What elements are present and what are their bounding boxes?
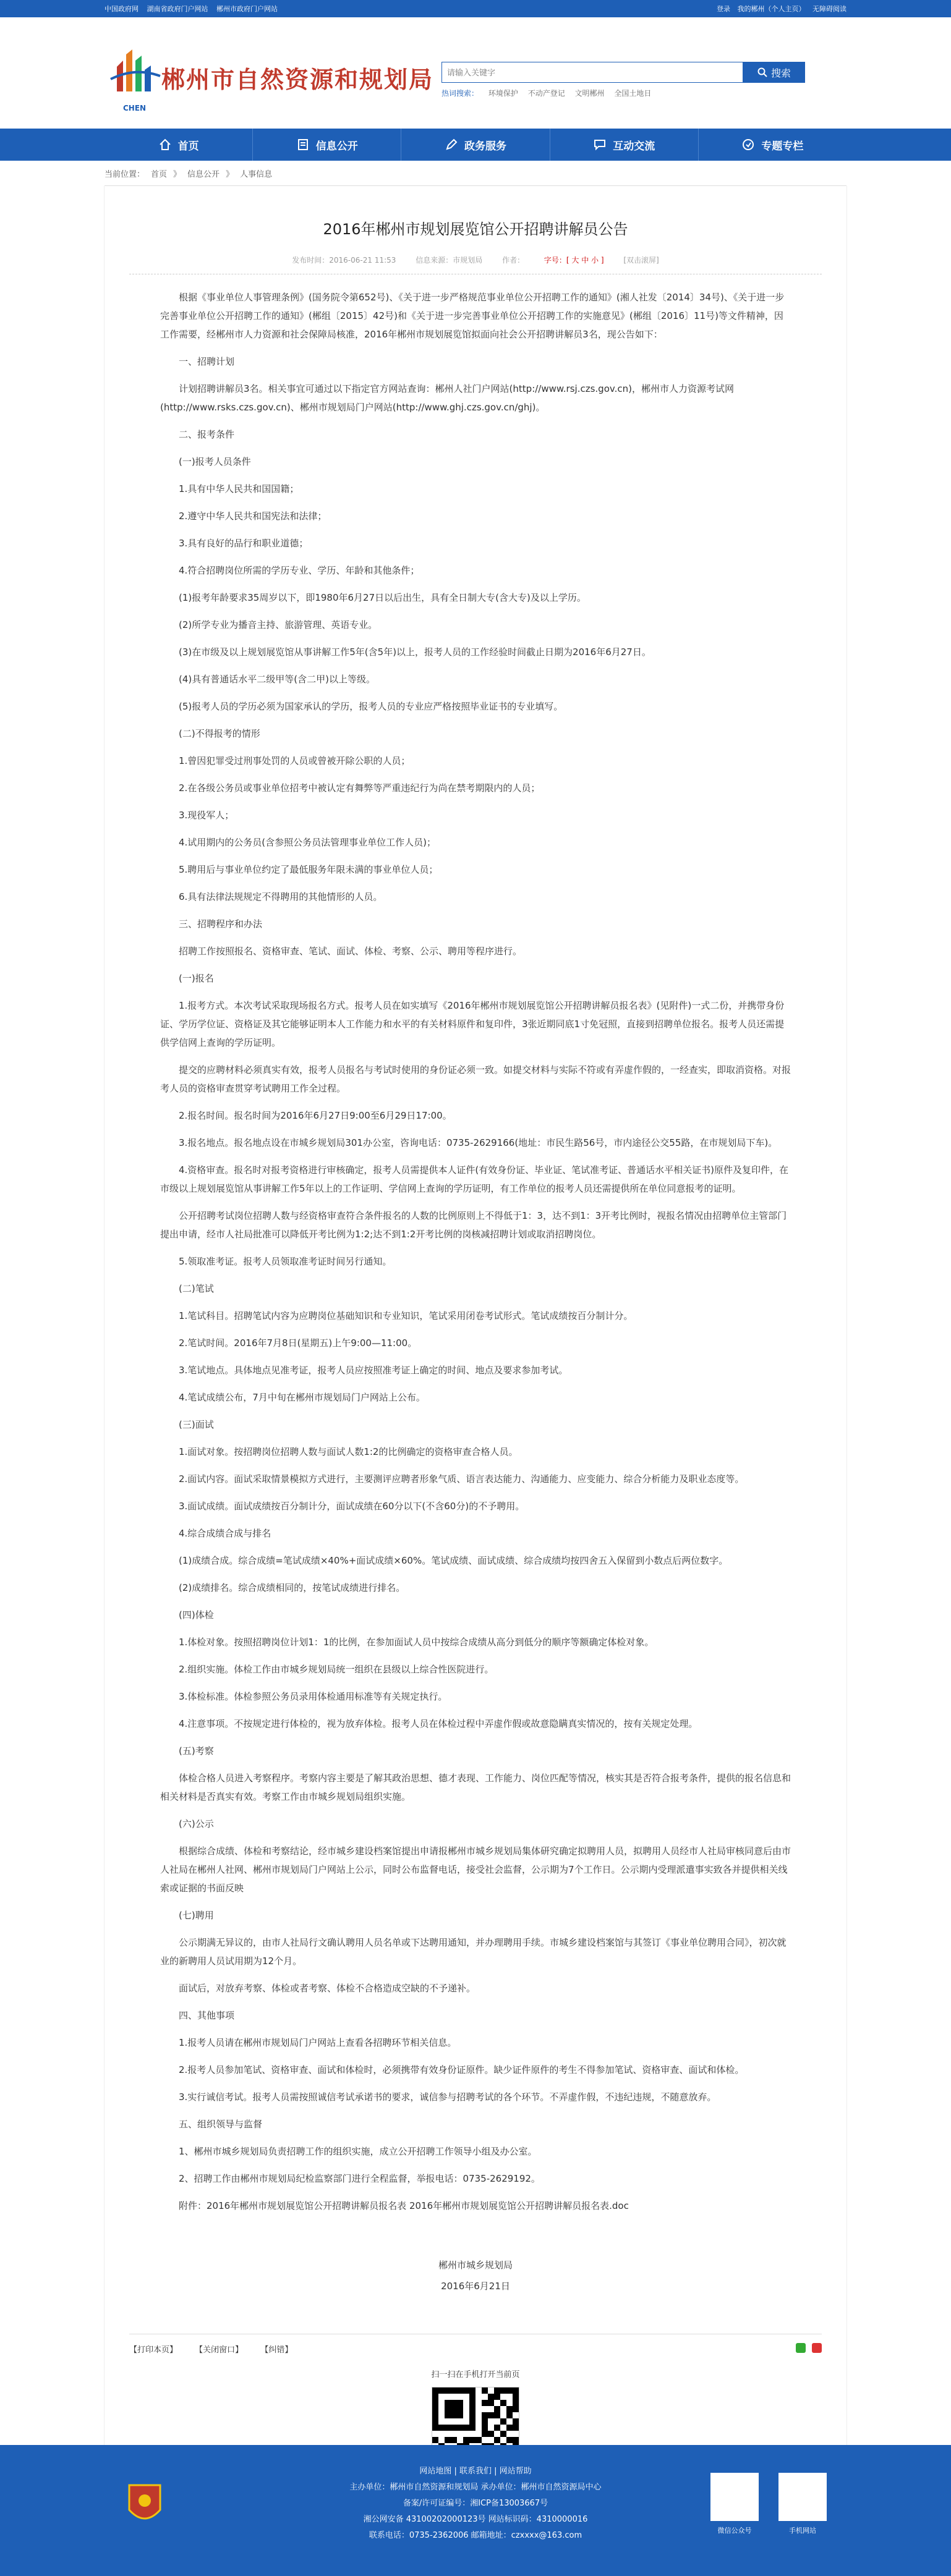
site-title: 郴州市自然资源和规划局 xyxy=(161,66,434,93)
article-paragraph: 1.面试对象。按招聘岗位招聘人数与面试人数1:2的比例确定的资格审查合格人员。 xyxy=(179,1446,518,1457)
weibo-share-icon[interactable] xyxy=(812,2343,822,2353)
article-paragraph: (4)具有普通话水平二级甲等(含二甲)以上等级。 xyxy=(179,674,375,685)
article-paragraph: 招聘工作按照报名、资格审查、笔试、面试、体检、考察、公示、聘用等程序进行。 xyxy=(179,946,522,957)
mobile-qr-caption: 手机网站 xyxy=(789,2527,816,2535)
article-paragraph: 6.具有法律法规规定不得聘用的其他情形的人员。 xyxy=(179,891,383,902)
article-paragraph: 1.笔试科目。招聘笔试内容为应聘岗位基础知识和专业知识，笔试采用闭卷考试形式。笔试成绩按百分制计分。 xyxy=(179,1310,633,1321)
article-paragraph: (二)不得报考的情形 xyxy=(179,728,260,739)
auto-scroll[interactable]: [双击滚屏] xyxy=(623,256,659,265)
breadcrumb-info[interactable]: 信息公开 xyxy=(187,169,220,179)
breadcrumb-personnel[interactable]: 人事信息 xyxy=(240,169,273,179)
article-paragraph: 3.面试成绩。面试成绩按百分制计分，面试成绩在60分以下(不含60分)的不予聘用。 xyxy=(179,1501,525,1512)
article-paragraph: 5.聘用后与事业单位约定了最低服务年限未满的事业单位人员； xyxy=(179,864,438,875)
article-paragraph: 4.注意事项。不按规定进行体检的，视为放弃体检。报考人员在体检过程中弄虚作假或故意隐瞒真实情况的，按有关规定处理。 xyxy=(179,1718,698,1729)
site-logo-icon[interactable] xyxy=(104,42,166,104)
article-paragraph: (5)报考人员的学历必须为国家承认的学历，报考人员的专业应严格按照毕业证书的专业填写。 xyxy=(179,701,563,712)
article-paragraph: 5.领取准考证。报考人员领取准考证时间另行通知。 xyxy=(179,1256,392,1267)
article-paragraph: (二)笔试 xyxy=(179,1283,214,1294)
top-link-gov[interactable]: 中国政府网 xyxy=(104,5,139,13)
nav-label: 首页 xyxy=(177,140,199,153)
article-paragraph: 3.笔试地点。具体地点见准考证，报考人员应按照准考证上确定的时间、地点及要求参加考试。 xyxy=(179,1365,568,1376)
article-paragraph: 3.体检标准。体检参照公务员录用体检通用标准等有关规定执行。 xyxy=(179,1691,448,1702)
article-paragraph: (七)聘用 xyxy=(179,1910,214,1921)
article-paragraph: (三)面试 xyxy=(179,1419,214,1430)
article-paragraph: 三、招聘程序和办法 xyxy=(179,918,263,930)
signature-date: 2016年6月21日 xyxy=(441,2281,510,2292)
article-paragraph: (一)报名 xyxy=(179,973,214,984)
nav-label: 政务服务 xyxy=(464,140,506,153)
article-paragraph: (六)公示 xyxy=(179,1818,214,1829)
article-title: 2016年郴州市规划展览馆公开招聘讲解员公告 xyxy=(323,221,628,238)
qr-caption: 扫一扫在手机打开当前页 xyxy=(431,2370,520,2379)
wechat-qr-icon xyxy=(710,2473,759,2521)
hot-words-label: 热词搜索： xyxy=(441,89,479,98)
search-icon xyxy=(757,67,767,77)
article-paragraph: 根据《事业单位人事管理条例》(国务院令第652号)、《关于进一步严格规范事业单位公开招聘工作的通知》(湘人社发〔2014〕34号)、《关于进一步完善事业单位公开招聘工作的通知》(郴组〔2015〕42号)和《关于进一步完善事业单位公开招聘工作的实施意见》(郴组〔2016〕11号)等文件精神，因工作需要，经郴州市人力资源和社会保障局核准，2016年郴州市规划展览馆拟面向社会公开招聘讲解员3名，现公告如下： xyxy=(160,292,785,340)
close-window-button[interactable]: 【关闭窗口】 xyxy=(195,2345,244,2355)
footer-links[interactable]: 网站地图 | 联系我们 | 网站帮助 xyxy=(419,2467,532,2476)
site-header xyxy=(104,17,847,129)
hot-word[interactable]: 环境保护 xyxy=(488,89,518,98)
article-paragraph: 3.现役军人； xyxy=(179,810,234,821)
edit-icon xyxy=(445,138,458,151)
footer-info xyxy=(339,2464,612,2544)
font-size-control[interactable]: 字号：[ 大 中 小 ] xyxy=(544,256,604,265)
breadcrumb-sep: 》 xyxy=(226,169,234,179)
hot-word[interactable]: 不动产登记 xyxy=(527,89,565,98)
nav-label: 专题专栏 xyxy=(761,140,804,153)
article-paragraph: 一、招聘计划 xyxy=(179,356,235,367)
share-icons xyxy=(796,2343,822,2355)
article-paragraph: 3.具有良好的品行和职业道德； xyxy=(179,538,309,549)
wechat-qr-caption: 微信公众号 xyxy=(717,2527,752,2535)
accessibility-link[interactable]: 无障碍阅读 xyxy=(812,5,847,13)
article-signature xyxy=(104,2236,847,2297)
article-paragraph: 提交的应聘材料必须真实有效，报考人员报名与考试时使用的身份证必须一致。如提交材料与实际不符或有弄虚作假的，一经查实，即取消资格。对报考人员的资格审查贯穿考试聘用工作全过程。 xyxy=(160,1064,791,1094)
footer-contact: 联系电话：0735-2362006 邮箱地址：czxxxx@163.com xyxy=(369,2531,582,2540)
article-paragraph: 4.符合招聘岗位所需的学历专业、学历、年龄和其他条件； xyxy=(179,565,420,576)
article-paragraph: 4.试用期内的公务员(含参照公务员法管理事业单位工作人员)； xyxy=(179,837,437,848)
article-paragraph: 1.具有中华人民共和国国籍； xyxy=(179,483,299,494)
info-source: 信息来源：市规划局 xyxy=(416,256,483,265)
login-link[interactable]: 登录 xyxy=(717,5,730,13)
breadcrumb-sep: 》 xyxy=(173,169,182,179)
top-bar xyxy=(0,0,951,17)
article-paragraph: 3.报名地点。报名地点设在市城乡规划局301办公室，咨询电话：0735-2629166(地址：市民生路56号，市内途径公交55路，在市规划局下车)。 xyxy=(179,1137,778,1148)
top-link-hunan[interactable]: 湖南省政府门户网站 xyxy=(147,5,208,13)
article-paragraph: 3.实行诚信考试。报考人员需按照诚信考试承诺书的要求，诚信参与招聘考试的各个环节。不弄虚作假，不违纪违规，不随意放弃。 xyxy=(179,2091,717,2103)
breadcrumb xyxy=(104,161,847,186)
signature-org: 郴州市城乡规划局 xyxy=(438,2260,513,2271)
main-nav xyxy=(0,129,951,161)
article-paragraph: 4.综合成绩合成与排名 xyxy=(179,1528,271,1539)
topic-icon xyxy=(741,138,755,151)
footer-icp[interactable]: 备案/许可证编号：湘ICP备13003667号 xyxy=(403,2499,548,2508)
nav-item-topics[interactable] xyxy=(699,129,847,161)
chat-icon xyxy=(593,138,607,151)
author: 作者： xyxy=(502,256,525,265)
my-page-link[interactable]: 我的郴州（个人主页） xyxy=(737,5,806,13)
article-paragraph: 1.报考方式。本次考试采取现场报名方式。报考人员在如实填写《2016年郴州市规划展览馆公开招聘讲解员报名表》(见附件)一式二份，并携带身份证、学历学位证、资格证及其它能够证明本人工作能力和水平的有关材料原件和复印件，3张近期同底1寸免冠照，直接到招聘单位报名。报考人员还需提供学信网上查询的学历证明。 xyxy=(160,1000,785,1048)
search-button[interactable] xyxy=(743,62,805,83)
nav-item-interaction[interactable] xyxy=(550,129,699,161)
article-paragraph: 公示期满无异议的，由市人社局行文确认聘用人员名单或下达聘用通知，并办理聘用手续。市城乡建设档案馆与其签订《事业单位聘用合同》，初次就业的新聘用人员试用期为12个月。 xyxy=(160,1937,787,1967)
breadcrumb-home[interactable]: 首页 xyxy=(151,169,168,179)
article-paragraph: 五、组织领导与监督 xyxy=(179,2119,263,2130)
article-paragraph: (2)成绩排名。综合成绩相同的，按笔试成绩进行排名。 xyxy=(179,1582,406,1593)
article-paragraph: 2.面试内容。面试采取情景模拟方式进行，主要测评应聘者形象气质、语言表达能力、沟通能力、应变能力、综合分析能力及职业态度等。 xyxy=(179,1473,744,1485)
hot-words xyxy=(441,88,659,98)
article-paragraph: 1.曾因犯罪受过刑事处罚的人员或曾被开除公职的人员； xyxy=(179,755,411,766)
article-paragraph: 根据综合成绩、体检和考察结论，经市城乡建设档案馆提出申请报郴州市城乡规划局集体研究确定拟聘用人员，拟聘用人员经市人社局审核同意后由市人社局在郴州人社网、郴州市规划局门户网站上公示，同时公布监督电话，接受社会监督，公示期为7个工作日。公示期内受理派遣事实致各并提供相关线索或证据的书面反映 xyxy=(160,1845,791,1894)
article-paragraph: (1)成绩合成。综合成绩=笔试成绩×40%+面试成绩×60%。笔试成绩、面试成绩、综合成绩均按四舍五入保留到小数点后两位数字。 xyxy=(179,1555,728,1566)
article-paragraph: 2.笔试时间。2016年7月8日(星期五)上午9:00—11:00。 xyxy=(179,1337,417,1349)
article-paragraph: 4.资格审查。报名时对报考资格进行审核确定，报考人员需提供本人证件(有效身份证、毕业证、笔试准考证、普通话水平相关证书)原件及复印件，在市级以上规划展览馆从事讲解工作5年以上的工作证明、学信网上查询的学历证明，有工作单位的报考人员还需提供所在单位同意报考的证明。 xyxy=(160,1164,789,1194)
article-container xyxy=(104,186,847,2512)
nav-label: 互动交流 xyxy=(613,140,655,153)
article-paragraph: 2.在各级公务员或事业单位招考中被认定有舞弊等严重违纪行为尚在禁考期限内的人员； xyxy=(179,782,540,794)
search-button-label: 搜索 xyxy=(770,67,791,79)
article-paragraph: (2)所学专业为播音主持、旅游管理、英语专业。 xyxy=(179,619,378,630)
article-paragraph: (四)体检 xyxy=(179,1609,214,1621)
article-paragraph: (1)报考年龄要求35周岁以下，即1980年6月27日以后出生，具有全日制大专(含大专)及以上学历。 xyxy=(179,592,586,603)
article-paragraph: 4.笔试成绩公布，7月中旬在郴州市规划局门户网站上公布。 xyxy=(179,1392,425,1403)
article-paragraph: 1、郴州市城乡规划局负责招聘工作的组织实施，成立公开招聘工作领导小组及办公室。 xyxy=(179,2146,537,2157)
article-paragraph: 四、其他事项 xyxy=(179,2010,235,2021)
article-paragraph: (五)考察 xyxy=(179,1745,214,1756)
logo-subtext: CHEN xyxy=(123,104,147,112)
nav-item-services[interactable] xyxy=(401,129,550,161)
article-paragraph: (3)在市级及以上规划展览馆从事讲解工作5年(含5年)以上，报考人员的工作经验时间截止日期为2016年6月27日。 xyxy=(179,646,651,658)
article-paragraph: 2、招聘工作由郴州市规划局纪检监察部门进行全程监督，举报电话：0735-2629192。 xyxy=(179,2173,540,2184)
article-paragraph: 面试后，对放弃考察、体检或者考察、体检不合格造成空缺的不予递补。 xyxy=(179,1983,476,1994)
article-paragraph: 附件：2016年郴州市规划展览馆公开招聘讲解员报名表 2016年郴州市规划展览馆公开招聘讲解员报名表.doc xyxy=(179,2200,629,2211)
article-paragraph: 2.报考人员参加笔试、资格审查、面试和体检时，必须携带有效身份证原件。缺少证件原件的考生不得参加笔试、资格审查、面试和体检。 xyxy=(179,2064,744,2075)
wechat-share-icon[interactable] xyxy=(796,2343,806,2353)
search-bar xyxy=(441,62,805,83)
article-paragraph: 1.报考人员请在郴州市规划局门户网站上查看各招聘环节相关信息。 xyxy=(179,2037,457,2048)
nav-item-info[interactable] xyxy=(253,129,401,161)
hot-word[interactable]: 文明郴州 xyxy=(574,89,605,98)
hot-word[interactable]: 全国土地日 xyxy=(614,89,652,98)
article-body xyxy=(104,274,847,2236)
search-input[interactable] xyxy=(441,62,743,83)
info-icon xyxy=(296,138,310,151)
site-footer xyxy=(0,2445,951,2576)
article-paragraph: 2.遵守中华人民共和国宪法和法律； xyxy=(179,511,327,522)
article-tools xyxy=(129,2334,822,2355)
article-paragraph: 2.报名时间。报名时间为2016年6月27日9:00至6月29日17:00。 xyxy=(179,1110,452,1121)
home-icon xyxy=(158,138,172,151)
print-button[interactable]: 【打印本页】 xyxy=(129,2345,178,2355)
article-paragraph: 体检合格人员进入考察程序。考察内容主要是了解其政治思想、德才表现、工作能力、岗位匹配等情况，核实其是否符合报考条件，提供的报名信息和相关材料是否真实有效。考察工作由市城乡规划局组织实施。 xyxy=(160,1773,791,1802)
article-paragraph: (一)报考人员条件 xyxy=(179,456,251,467)
article-paragraph: 计划招聘讲解员3名。相关事宜可通过以下指定官方网站查询：郴州人社门户网站(http://www.rsj.czs.gov.cn)，郴州市人力资源考试网(http://www.rsks.czs.gov.cn)、郴州市规划局门户网站(http://www.ghj.czs.gov.cn/ghj)。 xyxy=(160,383,734,413)
article-paragraph: 2.组织实施。体检工作由市城乡规划局统一组织在县级以上综合性医院进行。 xyxy=(179,1664,494,1675)
top-link-chenzhou[interactable]: 郴州市政府门户网站 xyxy=(216,5,278,13)
breadcrumb-label: 当前位置： xyxy=(104,169,145,179)
article-paragraph: 二、报考条件 xyxy=(179,429,235,440)
emblem-icon xyxy=(123,2479,166,2528)
footer-police: 湘公网安备 43100202000123号 网站标识码：4310000016 xyxy=(363,2515,588,2524)
article-paragraph: 1.体检对象。按照招聘岗位计划1：1的比例，在参加面试人员中按综合成绩从高分到低分的顺序等额确定体检对象。 xyxy=(179,1637,654,1648)
nav-item-home[interactable] xyxy=(104,129,253,161)
publish-time: 发布时间：2016-06-21 11:53 xyxy=(292,256,396,265)
article-meta xyxy=(129,251,822,274)
footer-sponsor: 主办单位：郴州市自然资源和规划局 承办单位：郴州市自然资源局中心 xyxy=(349,2483,602,2492)
article-paragraph: 公开招聘考试岗位招聘人数与经资格审查符合条件报名的人数的比例原则上不得低于1：3，达不到1：3开考比例时，视报名情况由招聘单位主管部门提出申请，经市人社局批准可以降低开考比例为1:2;达不到1:2开考比例的岗核减招聘计划或取消招聘岗位。 xyxy=(160,1210,787,1240)
nav-label: 信息公开 xyxy=(315,140,358,153)
mobile-qr-icon xyxy=(778,2473,827,2521)
correction-button[interactable]: 【纠错】 xyxy=(260,2345,293,2355)
